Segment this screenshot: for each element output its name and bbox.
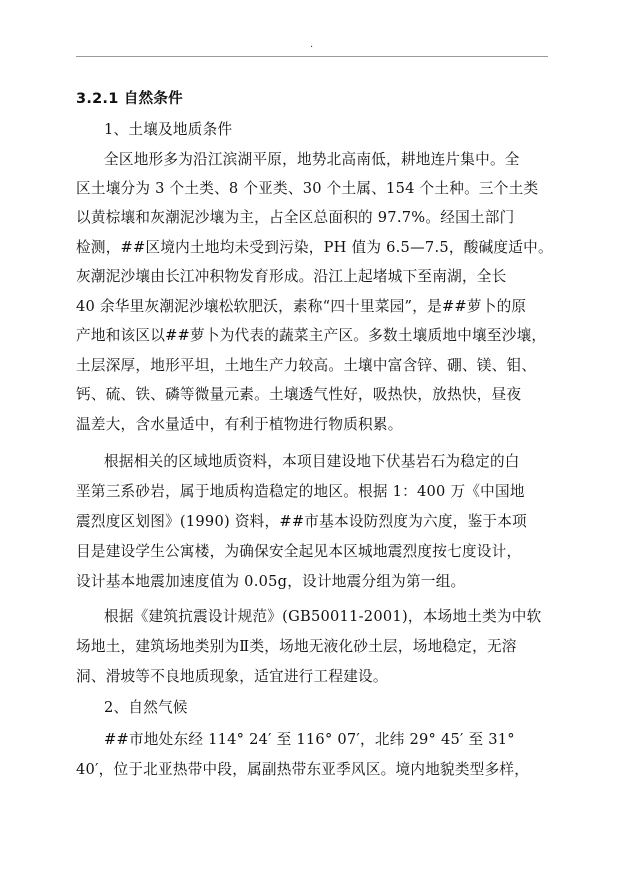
subheading-soil: 1、土壤及地质条件 <box>104 121 233 138</box>
paragraph-line: 40′，位于北亚热带中段，属副热带东亚季风区。境内地貌类型多样， <box>76 761 530 778</box>
paragraph-line: 洞、滑坡等不良地质现象，适宜进行工程建设。 <box>76 668 388 685</box>
paragraph-line: 全区地形多为沿江滨湖平原，地势北高南低，耕地连片集中。全 <box>104 151 520 168</box>
paragraph-line: 设计基本地震加速度值为 0.05g，设计地震分组为第一组。 <box>76 573 466 590</box>
paragraph-line: 垩第三系砂岩，属于地质构造稳定的地区。根据 1：400 万《中国地 <box>76 483 525 500</box>
paragraph-line: 产地和该区以##萝卜为代表的蔬菜主产区。多数土壤质地中壤至沙壤， <box>76 327 547 344</box>
paragraph-line: 区土壤分为 3 个土类、8 个亚类、30 个土属、154 个土种。三个土类 <box>76 180 539 197</box>
paragraph-line: ##市地处东经 114° 24′ 至 116° 07′，北纬 29° 45′ 至 31° <box>104 731 515 748</box>
paragraph-line: 场地土，建筑场地类别为Ⅱ类，场地无液化砂土层，场地稳定，无溶 <box>76 638 517 655</box>
paragraph-line: 根据《建筑抗震设计规范》(GB50011-2001)，本场地土类为中软 <box>104 608 542 625</box>
paragraph-line: 土层深厚，地形平坦，土地生产力较高。土壤中富含锌、硼、镁、钼、 <box>76 357 537 374</box>
paragraph-line: 40 余华里灰潮泥沙壤松软肥沃，素称“四十里菜园”，是##萝卜的原 <box>76 298 527 315</box>
paragraph-line: 检测，##区境内土地均未受到污染，PH 值为 6.5—7.5，酸碱度适中。 <box>76 239 553 256</box>
paragraph-line: 震烈度区划图》(1990) 资料，##市基本设防烈度为六度，鉴于本项 <box>76 513 527 530</box>
paragraph-line: 根据相关的区域地质资料，本项目建设地下伏基岩石为稳定的白 <box>104 453 520 470</box>
subheading-climate: 2、自然气候 <box>104 699 188 716</box>
paragraph-line: 以黄棕壤和灰潮泥沙壤为主，占全区总面积的 97.7%。经国土部门 <box>76 209 515 226</box>
paragraph-line: 钙、硫、铁、磷等微量元素。土壤透气性好，吸热快，放热快，昼夜 <box>76 386 522 403</box>
paragraph-line: 灰潮泥沙壤由长江冲积物发育形成。沿江上起堵城下至南湖，全长 <box>76 268 507 285</box>
section-heading: 3.2.1 自然条件 <box>76 91 183 107</box>
header-rule <box>76 56 548 57</box>
paragraph-line: 温差大，含水量适中，有利于植物进行物质积累。 <box>76 416 403 433</box>
paragraph-line: 目是建设学生公寓楼，为确保安全起见本区城地震烈度按七度设计， <box>76 543 522 560</box>
header-mark: . <box>310 39 314 50</box>
